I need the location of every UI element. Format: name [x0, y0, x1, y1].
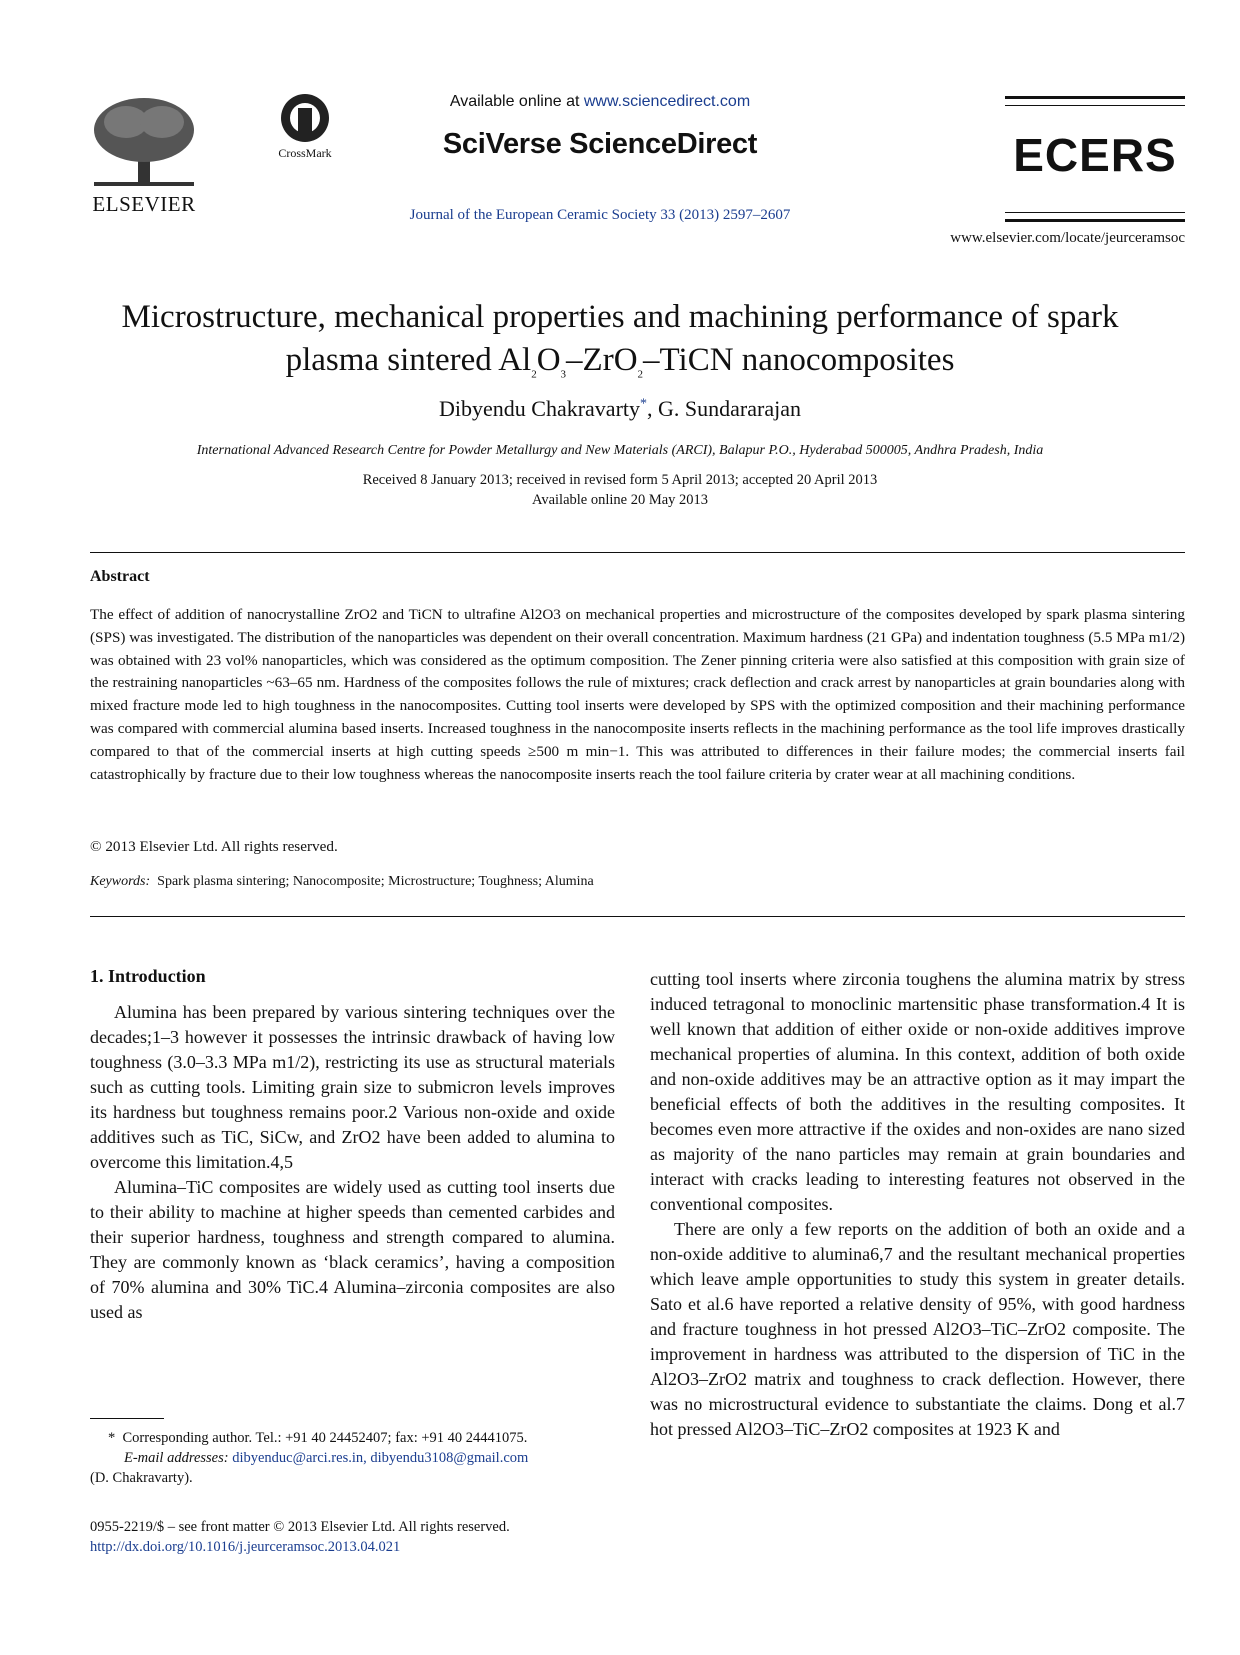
footnote-line-1: * Corresponding author. Tel.: +91 40 24452407; fax: +91 40 24441075.	[108, 1430, 528, 1446]
footnote-name: (D. Chakravarty).	[90, 1470, 193, 1486]
title-line-2: plasma sintered $Al_2O_3-ZrO_2$–TiCN nanocomposites	[285, 342, 955, 381]
article-title	[60, 296, 1180, 382]
front-matter	[90, 1517, 690, 1557]
available-online-prefix: Available online at	[449, 93, 584, 110]
tree-icon	[84, 92, 204, 192]
sciencedirect-link[interactable]: www.sciencedirect.com	[583, 93, 751, 110]
title-line-1: Microstructure, mechanical properties and machining performance of spark	[121, 299, 1119, 335]
footnote	[90, 1428, 615, 1488]
section-heading: 1. Introduction	[90, 966, 206, 986]
corresponding-author-mark[interactable]: *	[640, 396, 648, 412]
keywords-label: Keywords:	[90, 874, 151, 889]
platform-name: SciVerse ScienceDirect	[442, 128, 758, 160]
author-list	[60, 396, 1180, 422]
column-left	[90, 1000, 615, 1325]
author-1: Dibyendu Chakravarty	[439, 396, 641, 421]
email-links[interactable]: dibyenduc@arci.res.in, dibyendu3108@gmail.com	[232, 1450, 529, 1466]
journal-reference-link[interactable]: Journal of the European Ceramic Society 33 (2013) 2597–2607	[409, 207, 791, 223]
available-date: Available online 20 May 2013	[531, 492, 709, 508]
paragraph: cutting tool inserts where zirconia toughens the alumina matrix by stress induced tetragonal to monoclinic martensitic phase transformation.4 It is well known that addition of either oxide or non-oxide additives improve mechanical properties of alumina. In this context, addition of both oxide and non-oxide additives may be an attractive option as it may impart the beneficial effects of both the additives in the resulting composites. It becomes even more attractive if the oxides and non-oxides are nano sized as majority of the nano particles may remain at grain boundaries and interact with cracks leading to interesting features not observed in the conventional composites.	[650, 969, 1185, 1214]
elsevier-logo	[84, 92, 204, 216]
abstract-copyright: © 2013 Elsevier Ltd. All rights reserved.	[90, 838, 338, 855]
doi-link[interactable]: http://dx.doi.org/10.1016/j.jeurceramsoc.2013.04.021	[90, 1539, 401, 1555]
abstract-heading: Abstract	[90, 568, 150, 585]
column-right	[650, 967, 1185, 1442]
available-online	[360, 93, 840, 111]
received-dates: Received 8 January 2013; received in revised form 5 April 2013; accepted 20 April 2013	[362, 472, 878, 488]
logo-rule-top	[1005, 96, 1185, 106]
paragraph: Alumina–TiC composites are widely used as cutting tool inserts due to their ability to machine at higher speeds than cemented carbides and their superior hardness, toughness and strength compared to alumina. They are commonly known as ‘black ceramics’, having a composition of 70% alumina and 30% TiC.4 Alumina–zirconia composites are also used as	[90, 1177, 615, 1322]
divider-bottom	[90, 916, 1185, 917]
crossmark-icon	[265, 92, 345, 146]
crossmark-label: CrossMark	[278, 146, 332, 160]
keywords	[90, 874, 594, 890]
divider-top	[90, 552, 1185, 553]
issn-line: 0955-2219/$ – see front matter © 2013 Elsevier Ltd. All rights reserved.	[90, 1519, 510, 1535]
logo-rule-bottom	[1005, 212, 1185, 222]
keywords-list: Spark plasma sintering; Nanocomposite; Microstructure; Toughness; Alumina	[157, 874, 594, 889]
affiliation: International Advanced Research Centre for Powder Metallurgy and New Materials (ARCI), Balapur P.O., Hyderabad 500005, Andhra Pradesh, India	[196, 443, 1044, 458]
ecers-logo: ECERS	[1013, 129, 1177, 181]
paragraph: There are only a few reports on the addition of both an oxide and a non-oxide additive to alumina6,7 and the resultant mechanical properties which leave ample opportunities to study this system in greater details. Sato et al.6 have reported a relative density of 95%, with good hardness and fracture toughness in hot pressed Al2O3–TiC–ZrO2 composite. The improvement in hardness was attributed to the dispersion of TiC in the Al2O3–ZrO2 matrix and toughness to crack deflection. However, there was no microstructural evidence to substantiate the claims. Dong et al.7 hot pressed Al2O3–TiC–ZrO2 composites at 1923 K and	[650, 1219, 1185, 1439]
footnote-rule	[90, 1418, 164, 1419]
crossmark-badge[interactable]	[265, 92, 345, 172]
abstract-text: The effect of addition of nanocrystalline ZrO2 and TiCN to ultrafine Al2O3 on mechanical properties and microstructure of the composites developed by spark plasma sintering (SPS) was investigated. The distribution of the nanoparticles was dependent on their overall concentration. Maximum hardness (21 GPa) and indentation toughness (5.5 MPa m1/2) was obtained with 23 vol% nanoparticles, which was considered as the optimum composition. The Zener pinning criteria were also satisfied at this composition with grain size of the restraining nanoparticles ~63–65 nm. Hardness of the composites follows the rule of mixtures; crack deflection and crack arrest by nanoparticles at grain boundaries along with mixed fracture mode led to high toughness in the nanocomposites. Cutting tool inserts were developed by SPS with the optimized composition and their machining performance was compared with commercial alumina based inserts. Increased toughness in the nanocomposite inserts reflects in the machining performance as the tool life improves drastically compared to that of the commercial inserts at high cutting speeds ≥500 m min−1. This was attributed to differences in their failure modes; the commercial inserts fail catastrophically by fracture due to their low toughness whereas the nanocomposite inserts reach the tool failure criteria by crater wear at all machining conditions.	[90, 606, 1185, 783]
author-2: , G. Sundararajan	[647, 396, 801, 421]
journal-site-url[interactable]: www.elsevier.com/locate/jeurceramsoc	[950, 230, 1185, 246]
publisher-wordmark: ELSEVIER	[92, 192, 196, 216]
footnote-emails: E-mail addresses: dibyenduc@arci.res.in, dibyendu3108@gmail.com	[124, 1450, 529, 1466]
paragraph: Alumina has been prepared by various sintering techniques over the decades;1–3 however it possesses the intrinsic drawback of having low toughness (3.0–3.3 MPa m1/2), restricting its use as structural materials such as cutting tools. Limiting grain size to submicron levels improves its hardness but toughness remains poor.2 Various non-oxide and oxide additives such as TiC, SiCw, and ZrO2 have been added to alumina to overcome this limitation.4,5	[90, 1002, 615, 1172]
